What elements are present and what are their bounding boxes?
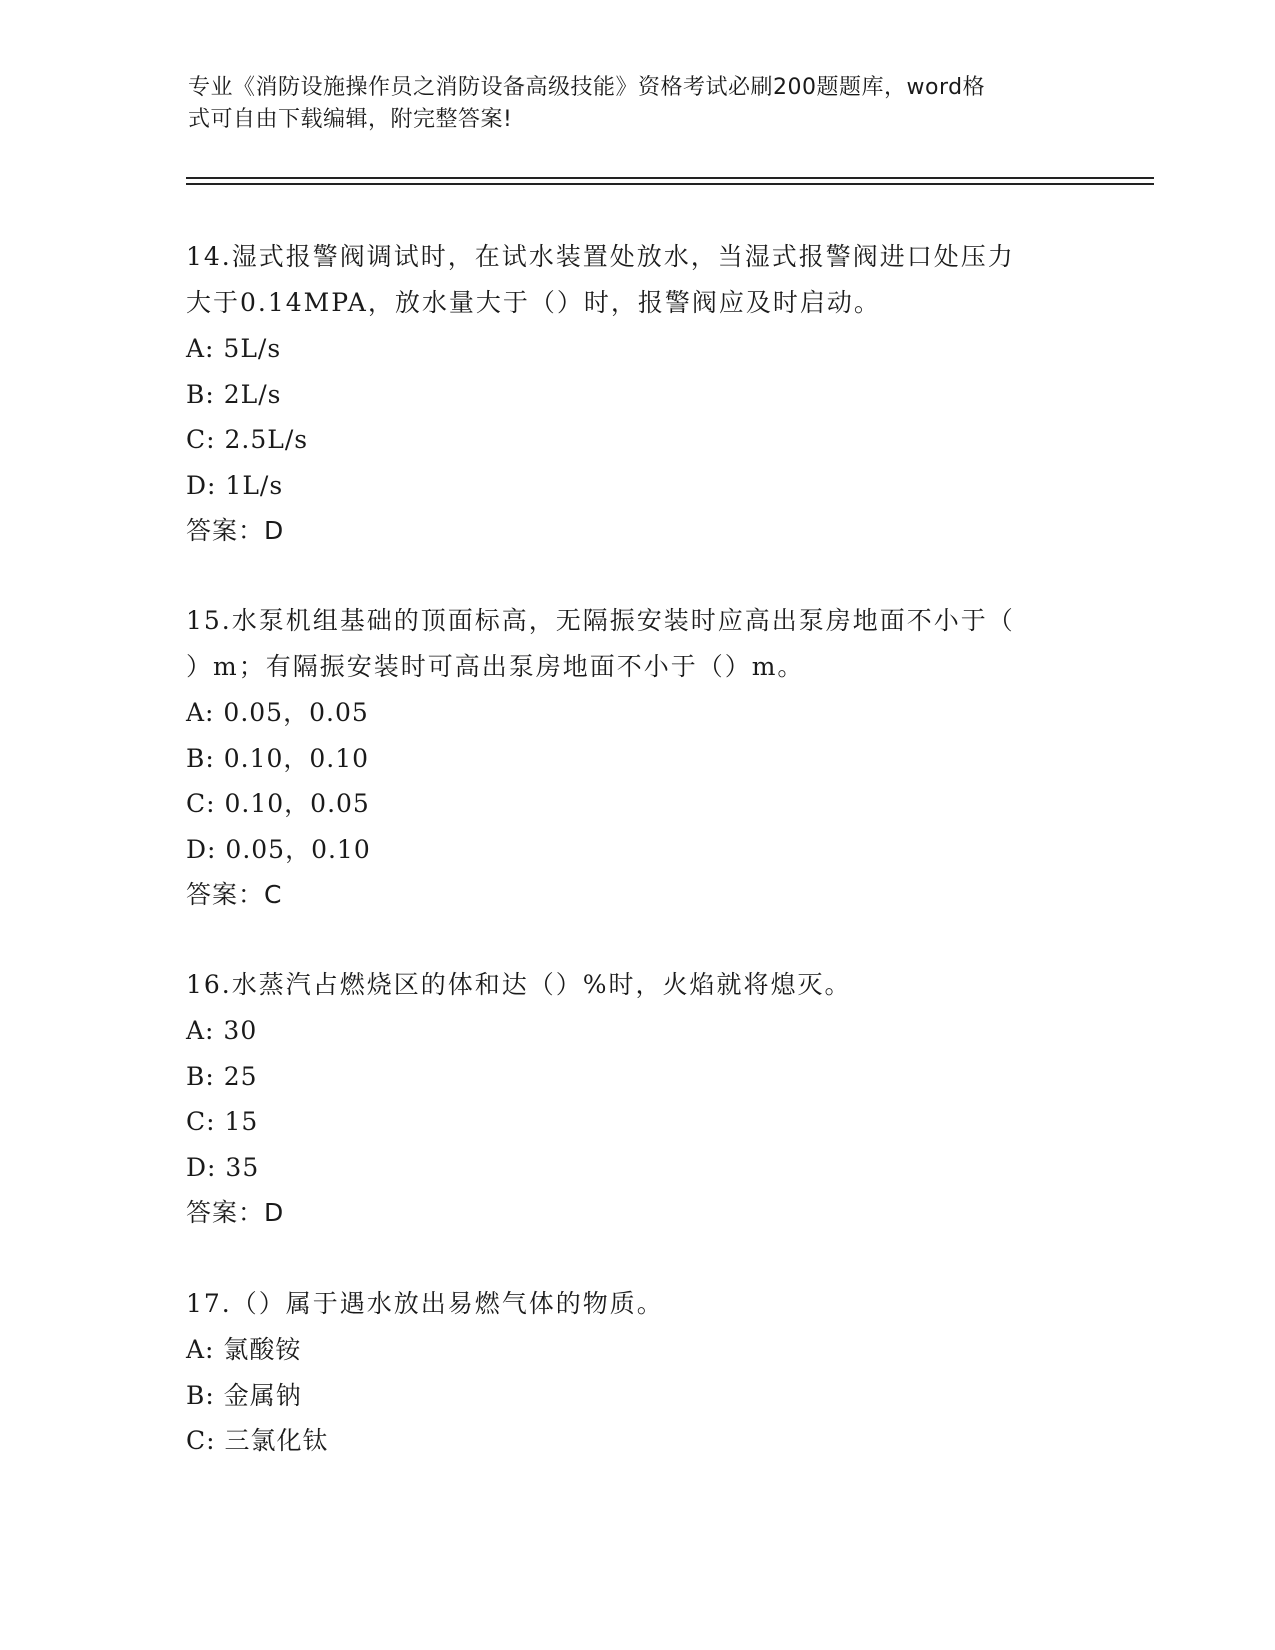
answer: 答案：D [186, 1198, 285, 1227]
question-17 [186, 1281, 1086, 1464]
option-d: D: 0.05，0.10 [186, 834, 371, 864]
option-b: B: 0.10，0.10 [186, 743, 370, 773]
option-a: A: 0.05，0.05 [186, 698, 369, 727]
header-divider-bottom [186, 183, 1154, 185]
header-divider-top [186, 177, 1154, 179]
option-a: A: 氯酸铵 [186, 1335, 302, 1364]
question-text-line: 15.水泵机组基础的顶面标高，无隔振安装时应高出泵房地面不小于（ [186, 606, 1015, 635]
question-text-line: ）m；有隔振安装时可高出泵房地面不小于（）m。 [186, 652, 805, 681]
question-text-line: 14.湿式报警阀调试时，在试水装置处放水，当湿式报警阀进口处压力 [186, 242, 1015, 271]
option-d: D: 35 [186, 1152, 260, 1182]
option-a: A: 5L/s [186, 334, 282, 363]
question-text-line: 16.水蒸汽占燃烧区的体和达（）%时，火焰就将熄灭。 [186, 970, 852, 999]
answer: 答案：C [186, 880, 283, 909]
option-b: B: 金属钠 [186, 1380, 302, 1410]
option-c: C: 0.10，0.05 [186, 789, 370, 818]
question-16 [186, 962, 1086, 1236]
option-b: B: 2L/s [186, 379, 282, 409]
option-a: A: 30 [186, 1016, 258, 1045]
option-c: C: 15 [186, 1107, 259, 1136]
option-d: D: 1L/s [186, 470, 284, 500]
header-line-1: 专业《消防设施操作员之消防设备高级技能》资格考试必刷200题题库，word格 [188, 75, 986, 100]
option-b: B: 25 [186, 1061, 258, 1091]
answer: 答案：D [186, 516, 285, 545]
document-header [188, 72, 1068, 136]
option-c: C: 三氯化钛 [186, 1426, 329, 1455]
question-15 [186, 598, 1086, 918]
question-text-line: 大于0.14MPA，放水量大于（）时，报警阀应及时启动。 [186, 288, 881, 317]
question-text-line: 17.（）属于遇水放出易燃气体的物质。 [186, 1289, 664, 1318]
question-14 [186, 234, 1086, 554]
option-c: C: 2.5L/s [186, 425, 309, 454]
header-line-2: 式可自由下载编辑，附完整答案! [188, 107, 513, 132]
